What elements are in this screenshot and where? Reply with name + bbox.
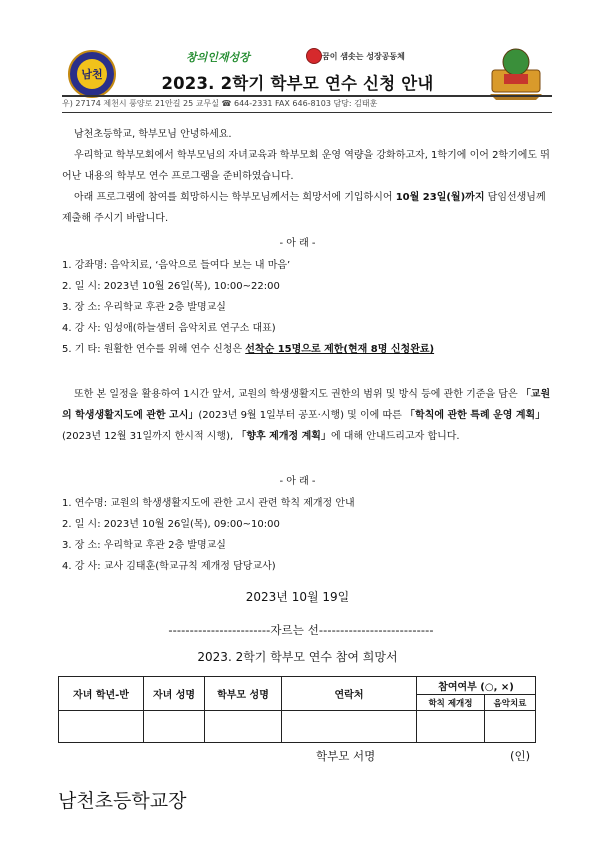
rule-revision-check-field[interactable] [417, 711, 485, 743]
slogan-right: 꿈이 샘솟는 성장공동체 [322, 52, 405, 61]
section2-item: 1. 연수명: 교원의 학생생활지도에 관한 고시 관련 학칙 제개정 안내 [62, 498, 355, 509]
contact-field[interactable] [282, 711, 417, 743]
document-date: 2023년 10월 19일 [245, 590, 350, 604]
guidance-text: 또한 본 일정을 활용하여 1시간 앞서, 교원의 학생생활지도 권한의 범위 및 방식 등에 관한 기준을 담은 [74, 389, 521, 400]
header-rule [62, 95, 552, 97]
guidance-text: (2023년 9월 1일부터 공포·시행) 및 이에 따른 [198, 410, 406, 421]
music-therapy-check-field[interactable] [484, 711, 535, 743]
col-child-name: 자녀 성명 [144, 677, 205, 711]
principal-signature: 남천초등학교장 [58, 790, 187, 812]
page-title: 2023. 2학기 학부모 연수 신청 안내 [161, 74, 434, 93]
slogan-mascot-icon [306, 48, 322, 64]
child-name-field[interactable] [144, 711, 205, 743]
school-address: 우) 27174 제천시 풍양로 21안길 25 교무실 ☎ 644-2331 FAX 646-8103 담당: 김태훈 [62, 99, 378, 108]
intro-paragraph: 우리학교 학부모회에서 학부모님의 자녀교육과 학부모회 운영 역량을 강화하고자, 1학기에 이어 2학기에도 뛰어난 내용의 학부모 연수 프로그램을 준비하였습니다. [62, 150, 550, 182]
col-grade-class: 자녀 학년-반 [59, 677, 144, 711]
cut-line: ------------------------자르는 선--------------------------- [168, 623, 434, 637]
parent-signature-label: 학부모 서명 [316, 749, 376, 763]
guidance-text: 에 대해 안내드리고자 합니다. [330, 431, 460, 442]
section1-item: 2. 일 시: 2023년 10월 26일(목), 10:00~22:00 [62, 281, 280, 292]
section1-item: 1. 강좌명: 음악치료, ‘음악으로 들여다 보는 내 마음’ [62, 260, 291, 271]
section1-item: 3. 장 소: 우리학교 후관 2층 발명교실 [62, 302, 226, 313]
form-title: 2023. 2학기 학부모 연수 참여 희망서 [197, 650, 398, 664]
col-rule-revision: 학칙 제개정 [417, 695, 485, 711]
enrollment-limit: 선착순 15명으로 제한(현재 8명 신청완료) [245, 344, 435, 355]
instructions-text-end: 담임선생님께 제출해 주시기 바랍니다. [62, 192, 546, 224]
header-rule-bottom [62, 112, 552, 113]
instructions-text: 아래 프로그램에 참여를 희망하시는 학부모님께서는 희망서에 기입하시어 [74, 192, 396, 203]
section2-item: 4. 강 사: 교사 김태훈(학교규칙 제개정 담당교사) [62, 561, 276, 572]
section2-item: 3. 장 소: 우리학교 후관 2층 발명교실 [62, 540, 226, 551]
application-form-table [58, 676, 536, 743]
section2-heading: - 아 래 - [279, 476, 316, 487]
col-participation: 참여여부 (○, ×) [417, 677, 536, 695]
seal-label: (인) [510, 749, 531, 763]
plan-title: 「학칙에 관한 특례 운영 계획」 [405, 410, 546, 421]
notice-title: 「교원의 학생생활지도에 관한 고시」 [62, 389, 551, 421]
instructions-paragraph [62, 187, 552, 229]
col-contact: 연락처 [282, 677, 417, 711]
col-parent-name: 학부모 성명 [205, 677, 282, 711]
section1-item: 4. 강 사: 임성애(하늘샘터 음악치료 연구소 대표) [62, 323, 276, 334]
form-entry-row [59, 711, 536, 743]
section2-item: 2. 일 시: 2023년 10월 26일(목), 09:00~10:00 [62, 519, 280, 530]
guidance-text: (2023년 12월 31일까지 한시적 시행), [62, 431, 237, 442]
school-logo-text: 남천 [77, 59, 107, 89]
item5-label: 5. 기 타: 원활한 연수를 위해 연수 신청은 [62, 344, 246, 355]
revision-plan-title: 「향후 제개정 계획」 [236, 431, 331, 442]
greeting: 남천초등학교, 학부모님 안녕하세요. [74, 129, 232, 140]
parent-name-field[interactable] [205, 711, 282, 743]
grade-class-field[interactable] [59, 711, 144, 743]
col-music-therapy: 음악치료 [484, 695, 535, 711]
slogan-left: 창의인재성장 [186, 51, 250, 64]
section1-item-5 [62, 340, 434, 355]
guidance-paragraph [62, 384, 552, 447]
section1-heading: - 아 래 - [279, 238, 316, 249]
deadline: 10월 23일(월)까지 [395, 192, 485, 203]
